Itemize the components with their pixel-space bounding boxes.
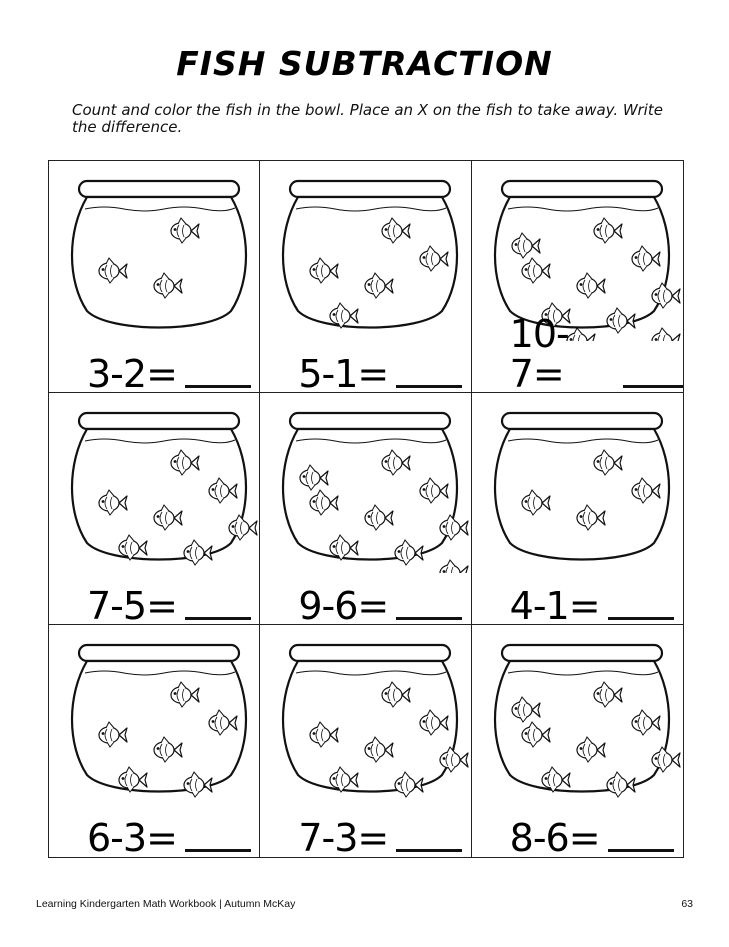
problem-equation — [298, 346, 471, 393]
fish-bowl-icon — [260, 161, 471, 341]
fish-bowl-icon — [472, 393, 683, 573]
problem-grid — [48, 160, 684, 858]
fish-bowl-icon — [260, 625, 471, 805]
answer-blank[interactable] — [185, 849, 251, 852]
problem-equation — [298, 578, 471, 625]
instructions-text: Count and color the fish in the bowl. Place an X on the fish to take away. Write the difference. — [72, 101, 663, 136]
fish-bowl-icon — [472, 625, 683, 805]
problem-equation — [509, 312, 683, 393]
problem-equation — [87, 810, 260, 857]
problem-equation — [510, 578, 683, 625]
problem-expression: 4-1= — [509, 584, 600, 625]
problem-expression: 9-6= — [298, 584, 389, 625]
fish-bowl-icon — [49, 625, 260, 805]
problem-equation — [510, 810, 683, 857]
problem-expression: 3-2= — [87, 352, 177, 393]
problem-cell — [260, 625, 471, 857]
page-number: 63 — [681, 898, 693, 910]
answer-blank[interactable] — [185, 617, 251, 620]
problem-equation — [298, 810, 471, 857]
fish-icon[interactable] — [440, 560, 468, 573]
problem-cell — [472, 393, 683, 625]
answer-blank[interactable] — [396, 617, 462, 620]
problem-expression: 10-7= — [509, 312, 569, 393]
answer-blank[interactable] — [608, 617, 674, 620]
problem-cell — [260, 161, 471, 393]
problem-expression: 7-5= — [87, 584, 177, 625]
problem-equation — [87, 346, 260, 393]
problem-expression: 7-3= — [298, 816, 389, 857]
answer-blank[interactable] — [608, 849, 674, 852]
problem-cell — [472, 161, 683, 393]
answer-blank[interactable] — [185, 385, 251, 388]
fish-bowl-icon — [49, 161, 260, 341]
problem-cell — [49, 393, 260, 625]
problem-cell — [49, 161, 260, 393]
problem-expression: 5-1= — [298, 352, 389, 393]
worksheet-title: FISH SUBTRACTION — [176, 44, 553, 83]
problem-cell — [260, 393, 471, 625]
answer-blank[interactable] — [623, 385, 683, 388]
problem-cell — [49, 625, 260, 857]
fish-icon[interactable] — [652, 328, 680, 341]
fish-bowl-icon — [49, 393, 260, 573]
problem-cell — [472, 625, 683, 857]
answer-blank[interactable] — [396, 849, 462, 852]
problem-expression: 8-6= — [509, 816, 600, 857]
answer-blank[interactable] — [396, 385, 462, 388]
problem-expression: 6-3= — [87, 816, 177, 857]
problem-equation — [87, 578, 260, 625]
footer-book-credit: Learning Kindergarten Math Workbook | Autumn McKay — [36, 898, 296, 910]
fish-bowl-icon — [260, 393, 471, 573]
